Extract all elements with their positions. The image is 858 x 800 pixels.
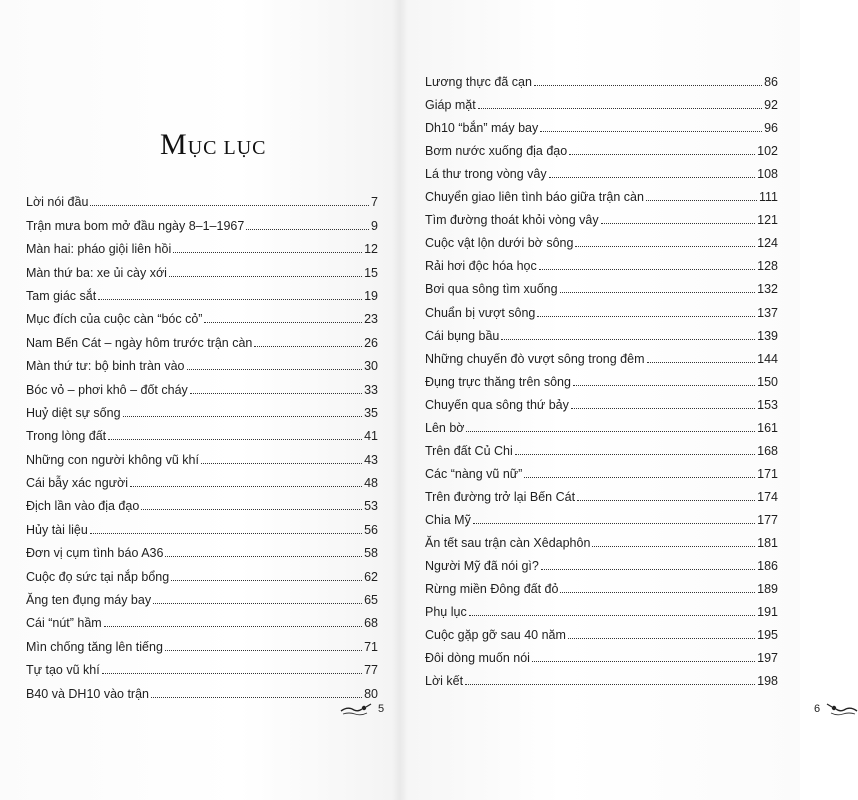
dot-leader bbox=[141, 509, 362, 510]
page-title bbox=[160, 128, 266, 162]
toc-entry-title: Rừng miền Đông đất đỏ bbox=[425, 582, 559, 597]
toc-entry-title: Dh10 “bắn” máy bay bbox=[425, 121, 539, 136]
toc-entry bbox=[425, 665, 778, 688]
toc-entry bbox=[425, 389, 778, 412]
toc-entry bbox=[26, 209, 378, 232]
dot-leader bbox=[165, 556, 362, 557]
toc-entry-page: 77 bbox=[364, 663, 378, 678]
swimmer-ornament-icon bbox=[340, 702, 374, 716]
toc-entry-title: Giáp mặt bbox=[425, 98, 476, 113]
toc-entry-title: Cuộc vật lộn dưới bờ sông bbox=[425, 236, 574, 251]
toc-entry-page: 186 bbox=[757, 559, 778, 574]
toc-entry-title: Màn thứ ba: xe ủi cày xới bbox=[26, 265, 167, 280]
toc-entry-page: 191 bbox=[757, 605, 778, 620]
toc-entry-title: B40 và DH10 vào trận bbox=[26, 686, 149, 701]
toc-entry-title: Lá thư trong vòng vây bbox=[425, 167, 547, 182]
toc-entry-title: Chuẩn bị vượt sông bbox=[425, 305, 536, 320]
dot-leader bbox=[473, 523, 755, 524]
dot-leader bbox=[560, 592, 755, 593]
dot-leader bbox=[190, 393, 362, 394]
toc-entry-page: 161 bbox=[757, 420, 778, 435]
toc-entry-title: Lương thực đã cạn bbox=[425, 75, 532, 90]
toc-entry bbox=[425, 412, 778, 435]
dot-leader bbox=[173, 252, 362, 253]
page-number-right: 6 bbox=[814, 703, 821, 715]
toc-entry bbox=[26, 373, 378, 396]
toc-entry-title: Trận mưa bom mở đầu ngày 8–1–1967 bbox=[26, 218, 245, 233]
swimmer-ornament-icon bbox=[824, 702, 858, 716]
dot-leader bbox=[201, 463, 362, 464]
toc-entry-title: Nam Bến Cát – ngày hôm trước trận càn bbox=[26, 335, 253, 350]
dot-leader bbox=[560, 292, 756, 293]
toc-entry-page: 53 bbox=[364, 499, 378, 514]
toc-entry-title: Trên đường trở lại Bến Cát bbox=[425, 489, 576, 504]
toc-entry-title: Phụ lục bbox=[425, 605, 467, 620]
toc-entry-page: 71 bbox=[364, 639, 378, 654]
toc-entry-page: 86 bbox=[764, 75, 778, 90]
toc-entry-page: 41 bbox=[364, 429, 378, 444]
toc-entry-page: 35 bbox=[364, 405, 378, 420]
dot-leader bbox=[98, 299, 362, 300]
toc-entry-page: 121 bbox=[757, 213, 778, 228]
dot-leader bbox=[601, 223, 756, 224]
toc-entry-title: Tam giác sắt bbox=[26, 288, 97, 303]
toc-entry-page: 144 bbox=[757, 351, 778, 366]
toc-entry-page: 168 bbox=[757, 443, 778, 458]
toc-entry-page: 150 bbox=[757, 374, 778, 389]
dot-leader bbox=[647, 362, 756, 363]
toc-entry-page: 124 bbox=[757, 236, 778, 251]
toc-entry bbox=[425, 89, 778, 112]
toc-entry-page: 12 bbox=[364, 242, 378, 257]
toc-entry-title: Người Mỹ đã nói gì? bbox=[425, 559, 539, 574]
toc-entry bbox=[26, 677, 378, 700]
toc-entry bbox=[425, 343, 778, 366]
toc-entry bbox=[425, 481, 778, 504]
toc-entry bbox=[425, 66, 778, 89]
toc-entry bbox=[425, 158, 778, 181]
toc-entry-page: 9 bbox=[371, 218, 378, 233]
toc-entry-page: 80 bbox=[364, 686, 378, 701]
toc-entry bbox=[26, 326, 378, 349]
toc-entry-title: Tìm đường thoát khỏi vòng vây bbox=[425, 213, 599, 228]
dot-leader bbox=[130, 486, 362, 487]
toc-entry bbox=[425, 573, 778, 596]
toc-entry-title: Bóc vỏ – phơi khô – đốt cháy bbox=[26, 382, 188, 397]
toc-entry bbox=[26, 443, 378, 466]
toc-entry-title: Những chuyến đò vượt sông trong đêm bbox=[425, 351, 645, 366]
toc-entry-title: Cái bụng bầu bbox=[425, 328, 500, 343]
toc-entry bbox=[26, 630, 378, 653]
toc-entry-page: 30 bbox=[364, 359, 378, 374]
dot-leader bbox=[153, 603, 362, 604]
toc-entry bbox=[425, 550, 778, 573]
dot-leader bbox=[90, 205, 369, 206]
toc-entry-title: Chuyến qua sông thứ bảy bbox=[425, 397, 569, 412]
toc-entry bbox=[26, 467, 378, 490]
page-number-left: 5 bbox=[378, 703, 385, 715]
toc-entry-page: 153 bbox=[757, 397, 778, 412]
dot-leader bbox=[540, 131, 762, 132]
dot-leader bbox=[469, 615, 755, 616]
dot-leader bbox=[108, 439, 362, 440]
toc-entry-title: Lên bờ bbox=[425, 420, 465, 435]
dot-leader bbox=[501, 339, 755, 340]
toc-entry-page: 128 bbox=[757, 259, 778, 274]
toc-entry-title: Cái bẫy xác người bbox=[26, 476, 129, 491]
dot-leader bbox=[524, 477, 755, 478]
toc-entry bbox=[26, 186, 378, 209]
dot-leader bbox=[102, 673, 362, 674]
toc-entry-title: Ăn tết sau trận càn Xêdaphôn bbox=[425, 535, 591, 550]
dot-leader bbox=[123, 416, 363, 417]
footer-left bbox=[340, 702, 388, 716]
dot-leader bbox=[465, 684, 755, 685]
toc-entry-title: Đôi dòng muốn nói bbox=[425, 651, 530, 666]
toc-entry-page: 181 bbox=[757, 535, 778, 550]
toc-entry bbox=[425, 504, 778, 527]
toc-entry-page: 198 bbox=[757, 674, 778, 689]
dot-leader bbox=[466, 431, 755, 432]
toc-entry-page: 171 bbox=[757, 466, 778, 481]
toc-entry bbox=[26, 560, 378, 583]
toc-entry bbox=[425, 112, 778, 135]
right-page bbox=[400, 0, 821, 800]
toc-entry-title: Đụng trực thăng trên sông bbox=[425, 374, 571, 389]
toc-entry-title: Bơm nước xuống địa đạo bbox=[425, 144, 568, 159]
toc-entry-page: 92 bbox=[764, 98, 778, 113]
toc-entry-page: 56 bbox=[364, 522, 378, 537]
toc-entry bbox=[425, 296, 778, 319]
dot-leader bbox=[151, 697, 362, 698]
toc-entry bbox=[26, 233, 378, 256]
toc-entry-title: Rải hơi độc hóa học bbox=[425, 259, 537, 274]
toc-entry-page: 197 bbox=[757, 651, 778, 666]
dot-leader bbox=[575, 246, 755, 247]
title-initial: M bbox=[160, 128, 188, 161]
toc-entry bbox=[425, 527, 778, 550]
toc-entry bbox=[26, 420, 378, 443]
toc-entry bbox=[425, 227, 778, 250]
toc-entry bbox=[26, 303, 378, 326]
toc-entry bbox=[425, 204, 778, 227]
toc-entry-page: 58 bbox=[364, 546, 378, 561]
toc-entry bbox=[26, 256, 378, 279]
toc-entry bbox=[26, 490, 378, 513]
toc-entry-page: 7 bbox=[371, 195, 378, 210]
toc-entry-title: Cuộc đọ sức tại nắp bổng bbox=[26, 569, 170, 584]
dot-leader bbox=[571, 408, 755, 409]
left-page bbox=[0, 0, 400, 800]
dot-leader bbox=[537, 316, 755, 317]
toc-entry bbox=[425, 250, 778, 273]
toc-entry-title: Trong lòng đất bbox=[26, 429, 107, 444]
dot-leader bbox=[577, 500, 755, 501]
toc-entry-title: Mục đích của cuộc càn “bóc cỏ” bbox=[26, 312, 203, 327]
toc-entry-page: 132 bbox=[757, 282, 778, 297]
dot-leader bbox=[171, 580, 362, 581]
toc-entry-page: 189 bbox=[757, 582, 778, 597]
toc-entry bbox=[425, 596, 778, 619]
toc-entry-page: 33 bbox=[364, 382, 378, 397]
dot-leader bbox=[187, 369, 363, 370]
toc-entry-title: Những con người không vũ khí bbox=[26, 452, 199, 467]
dot-leader bbox=[568, 638, 755, 639]
toc-entry bbox=[425, 458, 778, 481]
toc-entry bbox=[26, 280, 378, 303]
toc-entry-title: Bơi qua sông tìm xuống bbox=[425, 282, 558, 297]
toc-entry-page: 43 bbox=[364, 452, 378, 467]
toc-entry-title: Màn thứ tư: bộ binh tràn vào bbox=[26, 359, 185, 374]
toc-entry-page: 177 bbox=[757, 512, 778, 527]
toc-entry-title: Cuộc gặp gỡ sau 40 năm bbox=[425, 628, 566, 643]
toc-entry bbox=[425, 642, 778, 665]
toc-entry-title: Màn hai: pháo giội liên hồi bbox=[26, 242, 172, 257]
footer-right bbox=[810, 702, 858, 716]
toc-entry-page: 48 bbox=[364, 476, 378, 491]
dot-leader bbox=[515, 454, 755, 455]
dot-leader bbox=[539, 269, 755, 270]
toc-entry-title: Lời nói đầu bbox=[26, 195, 89, 210]
dot-leader bbox=[204, 322, 362, 323]
dot-leader bbox=[246, 229, 369, 230]
toc-entry-title: Chia Mỹ bbox=[425, 512, 471, 527]
toc-list-left bbox=[26, 186, 378, 701]
toc-entry bbox=[425, 135, 778, 158]
dot-leader bbox=[646, 200, 757, 201]
toc-entry-page: 62 bbox=[364, 569, 378, 584]
toc-entry-page: 137 bbox=[757, 305, 778, 320]
dot-leader bbox=[532, 661, 755, 662]
dot-leader bbox=[478, 108, 762, 109]
dot-leader bbox=[549, 177, 756, 178]
toc-entry-page: 15 bbox=[364, 265, 378, 280]
dot-leader bbox=[569, 154, 755, 155]
toc-entry-page: 111 bbox=[758, 190, 778, 205]
dot-leader bbox=[104, 626, 362, 627]
toc-entry-title: Các “nàng vũ nữ” bbox=[425, 466, 523, 481]
toc-entry-page: 19 bbox=[364, 288, 378, 303]
dot-leader bbox=[534, 85, 762, 86]
toc-entry bbox=[425, 366, 778, 389]
toc-entry-title: Trên đất Củ Chi bbox=[425, 443, 513, 458]
toc-entry-page: 139 bbox=[757, 328, 778, 343]
toc-entry-page: 26 bbox=[364, 335, 378, 350]
toc-entry-title: Hủy tài liệu bbox=[26, 522, 88, 537]
toc-entry bbox=[425, 181, 778, 204]
toc-entry-page: 96 bbox=[764, 121, 778, 136]
toc-entry bbox=[425, 320, 778, 343]
dot-leader bbox=[592, 546, 755, 547]
toc-entry bbox=[26, 350, 378, 373]
toc-entry bbox=[26, 537, 378, 560]
dot-leader bbox=[541, 569, 755, 570]
dot-leader bbox=[169, 276, 362, 277]
dot-leader bbox=[254, 346, 362, 347]
dot-leader bbox=[165, 650, 362, 651]
toc-entry bbox=[425, 273, 778, 296]
toc-list-right bbox=[425, 66, 778, 688]
toc-entry-title: Địch lần vào địa đạo bbox=[26, 499, 140, 514]
toc-entry-page: 174 bbox=[757, 489, 778, 504]
toc-entry bbox=[26, 654, 378, 677]
toc-entry-title: Mìn chống tăng lên tiếng bbox=[26, 639, 163, 654]
toc-entry-title: Lời kết bbox=[425, 674, 464, 689]
toc-entry bbox=[26, 513, 378, 536]
toc-entry-page: 65 bbox=[364, 593, 378, 608]
toc-entry-page: 68 bbox=[364, 616, 378, 631]
dot-leader bbox=[90, 533, 362, 534]
title-rest: ỤC LỤC bbox=[187, 137, 267, 159]
toc-entry-page: 195 bbox=[757, 628, 778, 643]
toc-entry-page: 102 bbox=[757, 144, 778, 159]
toc-entry-page: 108 bbox=[757, 167, 778, 182]
toc-entry-title: Ăng ten đụng máy bay bbox=[26, 593, 152, 608]
toc-entry-title: Huỷ diệt sự sống bbox=[26, 405, 121, 420]
toc-entry bbox=[425, 619, 778, 642]
toc-entry bbox=[26, 607, 378, 630]
toc-entry bbox=[26, 584, 378, 607]
toc-entry-title: Cái “nút” hầm bbox=[26, 616, 102, 631]
toc-entry-page: 23 bbox=[364, 312, 378, 327]
toc-entry-title: Chuyển giao liên tình báo giữa trận càn bbox=[425, 190, 644, 205]
toc-entry bbox=[26, 397, 378, 420]
toc-entry-title: Tự tạo vũ khí bbox=[26, 663, 100, 678]
dot-leader bbox=[573, 385, 755, 386]
toc-entry bbox=[425, 435, 778, 458]
toc-entry-title: Đơn vị cụm tình báo A36 bbox=[26, 546, 164, 561]
